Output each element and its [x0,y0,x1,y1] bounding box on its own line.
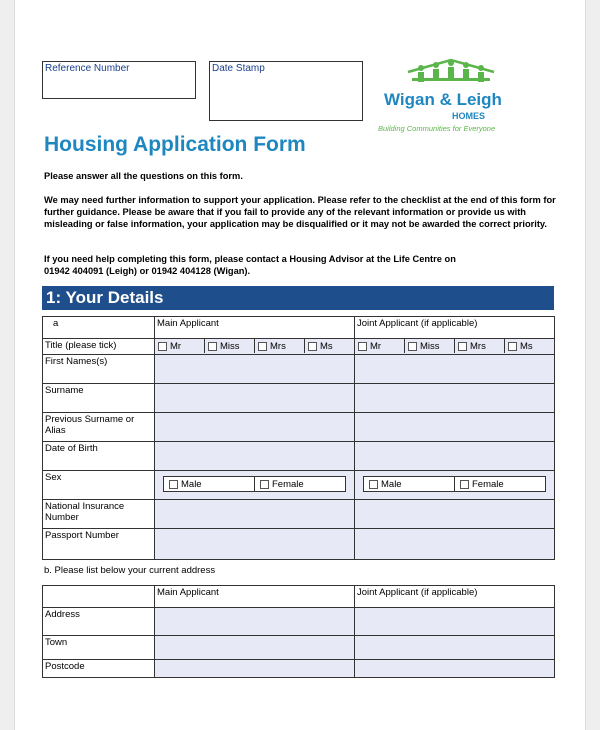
intro-paragraph-3: If you need help completing this form, please contact a Housing Advisor at the Life Centre on 01942 404091 (Leigh) or 01942 404128 (Wigan). [44,254,456,276]
main-title-miss[interactable]: Miss [205,339,255,353]
checkbox-icon[interactable] [169,480,178,489]
address-main-applicant-header: Main Applicant [155,586,355,608]
main-surname-field[interactable] [155,384,355,413]
main-previous-surname-field[interactable] [155,413,355,442]
houses-people-icon [406,58,496,90]
date-stamp-label: Date Stamp [212,63,265,74]
checkbox-icon[interactable] [369,480,378,489]
main-sex-male[interactable]: Male [164,477,255,491]
main-postcode-field[interactable] [155,660,355,678]
joint-first-names-field[interactable] [355,355,555,384]
details-table [42,316,555,560]
address-label: Address [43,608,155,636]
joint-national-insurance-field[interactable] [355,500,555,529]
date-of-birth-label: Date of Birth [43,442,155,471]
checkbox-icon[interactable] [408,342,417,351]
joint-address-field[interactable] [355,608,555,636]
joint-applicant-header: Joint Applicant (if applicable) [355,317,555,339]
joint-town-field[interactable] [355,636,555,660]
section-banner: 1: Your Details [42,286,554,310]
reference-number-box[interactable] [42,61,196,99]
main-applicant-header: Main Applicant [155,317,355,339]
surname-label: Surname [43,384,155,413]
sex-label: Sex [43,471,155,500]
joint-surname-field[interactable] [355,384,555,413]
checkbox-icon[interactable] [158,342,167,351]
joint-title-mrs[interactable]: Mrs [455,339,505,353]
joint-previous-surname-field[interactable] [355,413,555,442]
checkbox-icon[interactable] [458,342,467,351]
checkbox-icon[interactable] [460,480,469,489]
checkbox-icon[interactable] [258,342,267,351]
checkbox-icon[interactable] [260,480,269,489]
national-insurance-label: National Insurance Number [43,500,155,529]
main-town-field[interactable] [155,636,355,660]
main-address-field[interactable] [155,608,355,636]
logo-name: Wigan & Leigh [384,90,502,109]
reference-number-label: Reference Number [45,63,130,74]
joint-sex-female[interactable]: Female [455,477,545,491]
logo-tagline: Building Communities for Everyone [378,124,496,133]
main-passport-number-field[interactable] [155,529,355,560]
passport-number-label: Passport Number [43,529,155,560]
part-a-label: a [43,317,155,339]
postcode-label: Postcode [43,660,155,678]
title-label: Title (please tick) [43,339,155,355]
joint-passport-number-field[interactable] [355,529,555,560]
main-title-ms[interactable]: Ms [305,339,354,353]
date-stamp-box[interactable] [209,61,363,121]
checkbox-icon[interactable] [508,342,517,351]
address-header-blank [43,586,155,608]
checkbox-icon[interactable] [308,342,317,351]
town-label: Town [43,636,155,660]
joint-title-miss[interactable]: Miss [405,339,455,353]
previous-surname-label: Previous Surname or Alias [43,413,155,442]
main-first-names-field[interactable] [155,355,355,384]
joint-postcode-field[interactable] [355,660,555,678]
checkbox-icon[interactable] [208,342,217,351]
checkbox-icon[interactable] [358,342,367,351]
main-sex-female[interactable]: Female [255,477,345,491]
address-joint-applicant-header: Joint Applicant (if applicable) [355,586,555,608]
logo [376,58,526,136]
main-title-mr[interactable]: Mr [155,339,205,353]
joint-title-ms[interactable]: Ms [505,339,554,353]
joint-sex-male[interactable]: Male [364,477,455,491]
joint-title-options [355,339,555,355]
main-date-of-birth-field[interactable] [155,442,355,471]
main-title-options [155,339,355,355]
logo-homes: HOMES [452,111,486,121]
joint-title-mr[interactable]: Mr [355,339,405,353]
joint-date-of-birth-field[interactable] [355,442,555,471]
address-table [42,585,555,678]
first-names-label: First Names(s) [43,355,155,384]
main-sex-options [155,471,355,500]
address-section-intro: b. Please list below your current address [44,565,216,576]
main-national-insurance-field[interactable] [155,500,355,529]
main-title-mrs[interactable]: Mrs [255,339,305,353]
intro-paragraph-1: Please answer all the questions on this form. [44,171,243,181]
joint-sex-options [355,471,555,500]
intro-paragraph-2: We may need further information to support your application. Please refer to the checklist at the end of this form for further guidance. Please be aware that if you fail to provide any of the relevant information or provide us with misleading or false information, your application may be disqualified or it may not be awarded the correct priority. [44,195,556,229]
page-title: Housing Application Form [44,133,306,156]
